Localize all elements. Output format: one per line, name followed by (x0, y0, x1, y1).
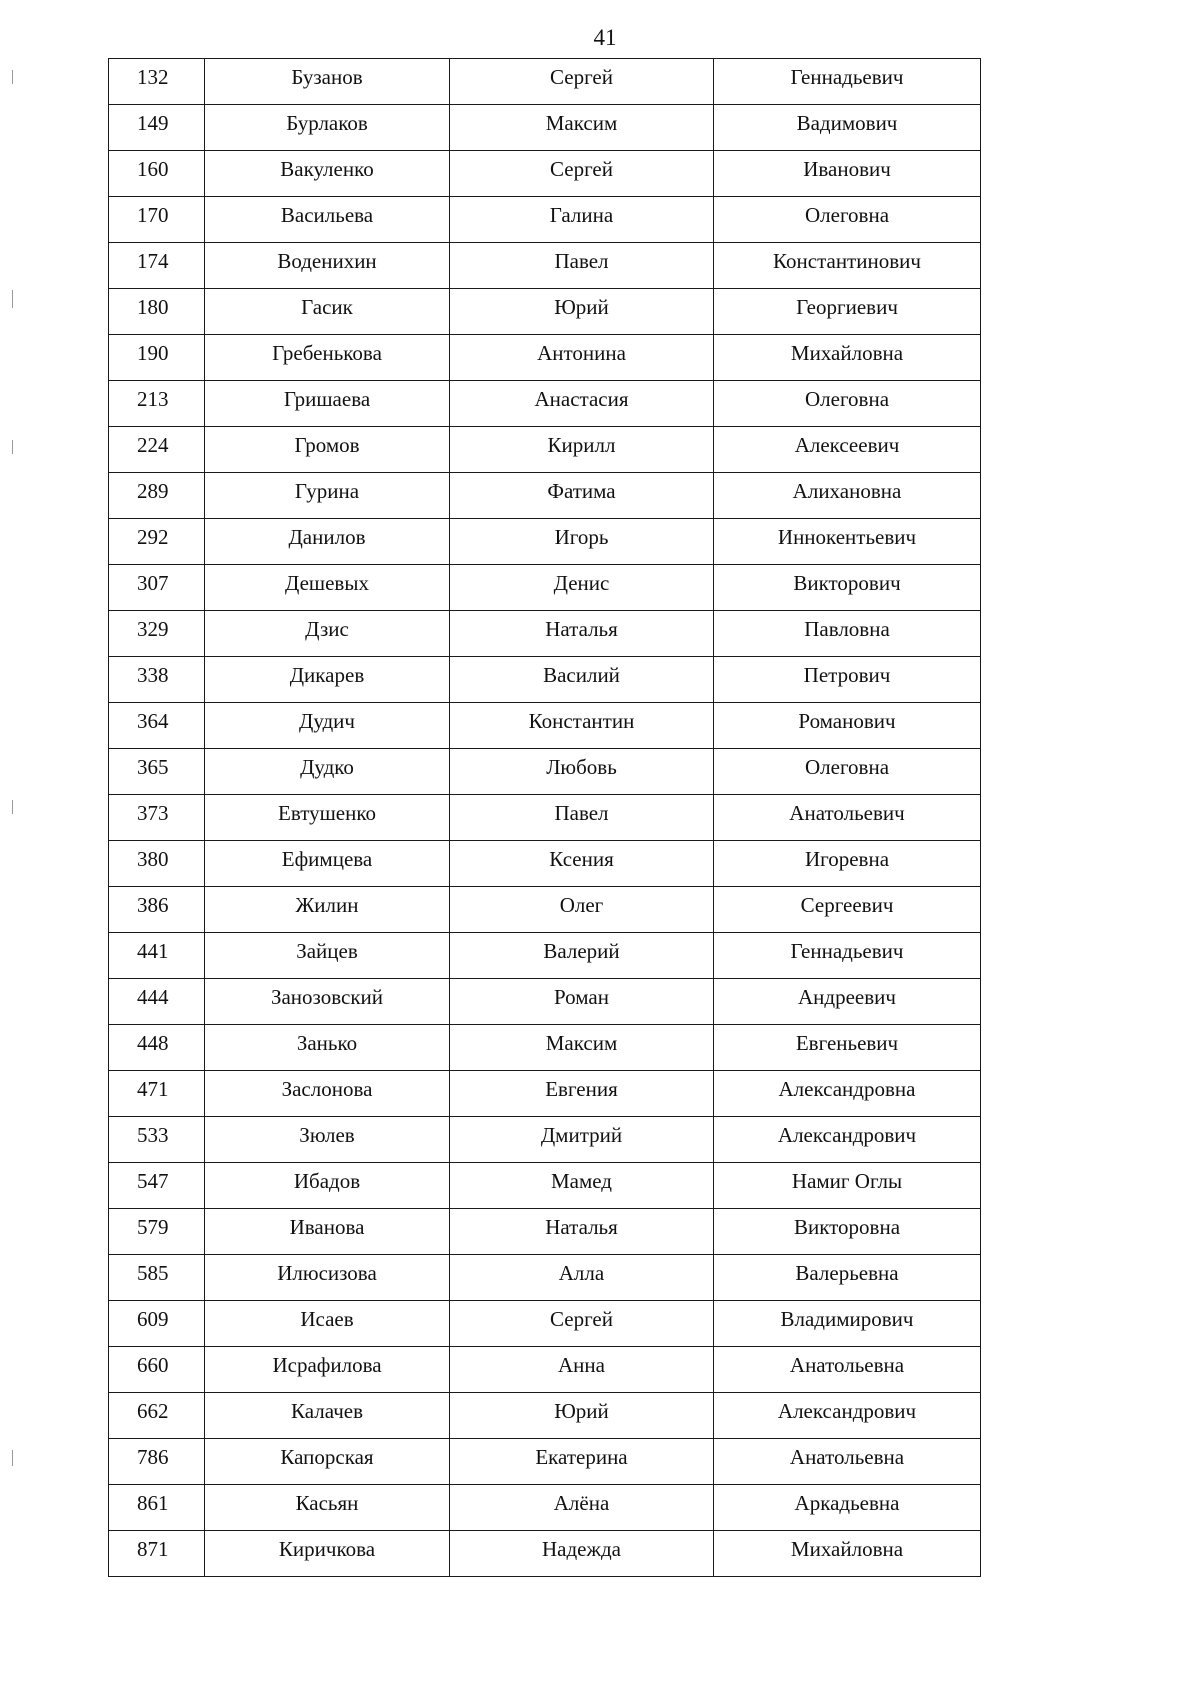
cell-number: 149 (109, 105, 205, 151)
page-number: 41 (593, 25, 617, 50)
cell-surname: Калачев (205, 1393, 450, 1439)
cell-surname: Занозовский (205, 979, 450, 1025)
cell-first-name: Екатерина (450, 1439, 714, 1485)
table-row (109, 657, 981, 703)
cell-surname: Васильева (205, 197, 450, 243)
cell-first-name: Сергей (450, 59, 714, 105)
cell-first-name: Анастасия (450, 381, 714, 427)
cell-first-name: Алла (450, 1255, 714, 1301)
cell-first-name: Евгения (450, 1071, 714, 1117)
table-row (109, 473, 981, 519)
cell-patronymic: Анатольевич (714, 795, 981, 841)
table-row (109, 565, 981, 611)
cell-patronymic: Анатольевна (714, 1439, 981, 1485)
table-row (109, 59, 981, 105)
cell-number: 365 (109, 749, 205, 795)
cell-number: 174 (109, 243, 205, 289)
table-row (109, 749, 981, 795)
cell-number: 160 (109, 151, 205, 197)
cell-first-name: Денис (450, 565, 714, 611)
cell-number: 786 (109, 1439, 205, 1485)
table-row (109, 611, 981, 657)
cell-surname: Бузанов (205, 59, 450, 105)
table-row (109, 381, 981, 427)
scan-mark (12, 800, 13, 814)
cell-surname: Громов (205, 427, 450, 473)
cell-surname: Дикарев (205, 657, 450, 703)
cell-first-name: Константин (450, 703, 714, 749)
cell-number: 292 (109, 519, 205, 565)
cell-patronymic: Олеговна (714, 749, 981, 795)
cell-surname: Воденихин (205, 243, 450, 289)
table-row (109, 703, 981, 749)
cell-patronymic: Валерьевна (714, 1255, 981, 1301)
cell-surname: Исаев (205, 1301, 450, 1347)
table-row (109, 1485, 981, 1531)
table-row (109, 1347, 981, 1393)
table-row (109, 519, 981, 565)
cell-number: 533 (109, 1117, 205, 1163)
scan-mark (12, 70, 13, 84)
cell-number: 338 (109, 657, 205, 703)
cell-surname: Евтушенко (205, 795, 450, 841)
cell-number: 547 (109, 1163, 205, 1209)
cell-patronymic: Геннадьевич (714, 59, 981, 105)
cell-patronymic: Олеговна (714, 197, 981, 243)
cell-number: 373 (109, 795, 205, 841)
cell-first-name: Галина (450, 197, 714, 243)
cell-number: 662 (109, 1393, 205, 1439)
cell-number: 170 (109, 197, 205, 243)
cell-first-name: Антонина (450, 335, 714, 381)
cell-number: 585 (109, 1255, 205, 1301)
cell-number: 213 (109, 381, 205, 427)
cell-patronymic: Александровна (714, 1071, 981, 1117)
table-row (109, 795, 981, 841)
cell-surname: Заслонова (205, 1071, 450, 1117)
cell-first-name: Максим (450, 105, 714, 151)
cell-patronymic: Сергеевич (714, 887, 981, 933)
cell-number: 386 (109, 887, 205, 933)
cell-number: 289 (109, 473, 205, 519)
cell-number: 471 (109, 1071, 205, 1117)
cell-number: 224 (109, 427, 205, 473)
roster-table-body (109, 59, 981, 1577)
cell-number: 180 (109, 289, 205, 335)
scan-mark (12, 1450, 13, 1466)
cell-surname: Вакуленко (205, 151, 450, 197)
scan-mark (12, 290, 13, 308)
cell-surname: Гасик (205, 289, 450, 335)
cell-patronymic: Иванович (714, 151, 981, 197)
cell-surname: Киричкова (205, 1531, 450, 1577)
table-row (109, 1071, 981, 1117)
cell-number: 132 (109, 59, 205, 105)
cell-number: 448 (109, 1025, 205, 1071)
cell-patronymic: Анатольевна (714, 1347, 981, 1393)
table-row (109, 887, 981, 933)
cell-number: 861 (109, 1485, 205, 1531)
cell-patronymic: Геннадьевич (714, 933, 981, 979)
cell-patronymic: Алексеевич (714, 427, 981, 473)
scan-mark (12, 440, 13, 454)
cell-first-name: Любовь (450, 749, 714, 795)
cell-surname: Капорская (205, 1439, 450, 1485)
table-row (109, 1163, 981, 1209)
cell-first-name: Алёна (450, 1485, 714, 1531)
cell-surname: Исрафилова (205, 1347, 450, 1393)
table-row (109, 1255, 981, 1301)
cell-patronymic: Владимирович (714, 1301, 981, 1347)
table-row (109, 197, 981, 243)
table-row (109, 427, 981, 473)
cell-surname: Занько (205, 1025, 450, 1071)
cell-first-name: Юрий (450, 1393, 714, 1439)
cell-first-name: Дмитрий (450, 1117, 714, 1163)
cell-number: 329 (109, 611, 205, 657)
cell-patronymic: Петрович (714, 657, 981, 703)
cell-surname: Зюлев (205, 1117, 450, 1163)
table-row (109, 1301, 981, 1347)
cell-number: 579 (109, 1209, 205, 1255)
cell-number: 660 (109, 1347, 205, 1393)
cell-surname: Бурлаков (205, 105, 450, 151)
cell-patronymic: Иннокентьевич (714, 519, 981, 565)
cell-patronymic: Михайловна (714, 335, 981, 381)
cell-surname: Дудич (205, 703, 450, 749)
cell-number: 307 (109, 565, 205, 611)
cell-first-name: Мамед (450, 1163, 714, 1209)
cell-patronymic: Викторовна (714, 1209, 981, 1255)
cell-patronymic: Евгеньевич (714, 1025, 981, 1071)
cell-number: 364 (109, 703, 205, 749)
cell-surname: Дзис (205, 611, 450, 657)
cell-patronymic: Михайловна (714, 1531, 981, 1577)
cell-first-name: Василий (450, 657, 714, 703)
cell-patronymic: Павловна (714, 611, 981, 657)
cell-patronymic: Георгиевич (714, 289, 981, 335)
cell-surname: Иванова (205, 1209, 450, 1255)
cell-first-name: Павел (450, 795, 714, 841)
table-row (109, 1117, 981, 1163)
cell-patronymic: Вадимович (714, 105, 981, 151)
cell-surname: Дешевых (205, 565, 450, 611)
cell-number: 609 (109, 1301, 205, 1347)
cell-first-name: Юрий (450, 289, 714, 335)
cell-first-name: Фатима (450, 473, 714, 519)
cell-number: 380 (109, 841, 205, 887)
table-row (109, 1209, 981, 1255)
cell-patronymic: Игоревна (714, 841, 981, 887)
table-row (109, 289, 981, 335)
table-row (109, 1439, 981, 1485)
cell-first-name: Павел (450, 243, 714, 289)
cell-patronymic: Романович (714, 703, 981, 749)
cell-first-name: Надежда (450, 1531, 714, 1577)
cell-first-name: Ксения (450, 841, 714, 887)
cell-patronymic: Александрович (714, 1117, 981, 1163)
cell-patronymic: Викторович (714, 565, 981, 611)
roster-table (108, 58, 981, 1577)
cell-first-name: Игорь (450, 519, 714, 565)
table-row (109, 1531, 981, 1577)
cell-first-name: Анна (450, 1347, 714, 1393)
cell-surname: Зайцев (205, 933, 450, 979)
table-row (109, 979, 981, 1025)
table-row (109, 151, 981, 197)
cell-surname: Жилин (205, 887, 450, 933)
cell-first-name: Роман (450, 979, 714, 1025)
cell-surname: Ефимцева (205, 841, 450, 887)
table-row (109, 243, 981, 289)
cell-surname: Касьян (205, 1485, 450, 1531)
cell-surname: Илюсизова (205, 1255, 450, 1301)
cell-number: 444 (109, 979, 205, 1025)
cell-surname: Гурина (205, 473, 450, 519)
table-row (109, 1025, 981, 1071)
cell-surname: Данилов (205, 519, 450, 565)
cell-first-name: Наталья (450, 611, 714, 657)
cell-patronymic: Алихановна (714, 473, 981, 519)
table-row (109, 933, 981, 979)
cell-first-name: Олег (450, 887, 714, 933)
cell-first-name: Кирилл (450, 427, 714, 473)
cell-number: 441 (109, 933, 205, 979)
cell-surname: Гребенькова (205, 335, 450, 381)
cell-first-name: Наталья (450, 1209, 714, 1255)
cell-surname: Гришаева (205, 381, 450, 427)
cell-number: 871 (109, 1531, 205, 1577)
table-row (109, 105, 981, 151)
cell-surname: Дудко (205, 749, 450, 795)
cell-number: 190 (109, 335, 205, 381)
cell-surname: Ибадов (205, 1163, 450, 1209)
cell-patronymic: Намиг Оглы (714, 1163, 981, 1209)
cell-patronymic: Александрович (714, 1393, 981, 1439)
cell-patronymic: Андреевич (714, 979, 981, 1025)
table-row (109, 335, 981, 381)
cell-first-name: Максим (450, 1025, 714, 1071)
cell-first-name: Сергей (450, 151, 714, 197)
cell-patronymic: Константинович (714, 243, 981, 289)
cell-first-name: Сергей (450, 1301, 714, 1347)
cell-patronymic: Олеговна (714, 381, 981, 427)
table-row (109, 841, 981, 887)
cell-first-name: Валерий (450, 933, 714, 979)
table-row (109, 1393, 981, 1439)
cell-patronymic: Аркадьевна (714, 1485, 981, 1531)
